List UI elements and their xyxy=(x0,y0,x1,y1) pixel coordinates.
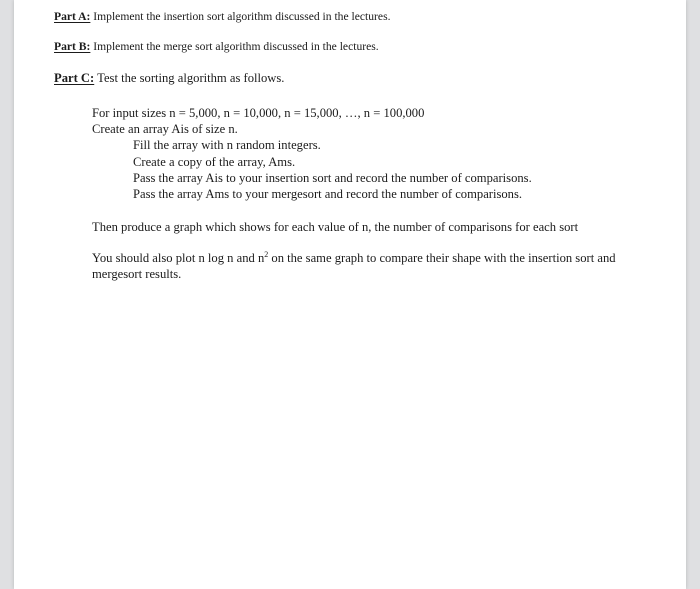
pass-merge-line: Pass the array Ams to your mergesort and record the number of comparisons. xyxy=(133,187,523,201)
document-page xyxy=(14,0,686,589)
copy-array-line: Create a copy of the array, Ams. xyxy=(133,155,296,169)
plot-instruction-end: on the same graph to compare their shape with the insertion sort and xyxy=(268,251,616,265)
part-b-label: Part B: xyxy=(54,40,91,53)
superscript-two: 2 xyxy=(264,250,269,259)
fill-array-line: Fill the array with n random integers. xyxy=(133,138,321,152)
plot-instruction xyxy=(92,252,616,265)
create-array-line: Create an array Ais of size n. xyxy=(92,122,238,136)
plot-instruction-continuation: mergesort results. xyxy=(92,267,182,281)
part-b xyxy=(54,41,379,53)
pass-insertion-line: Pass the array Ais to your insertion sort and record the number of comparisons. xyxy=(133,171,532,185)
part-b-text: Implement the merge sort algorithm discussed in the lectures. xyxy=(90,40,379,53)
part-a xyxy=(54,11,390,23)
graph-instruction: Then produce a graph which shows for each value of n, the number of comparisons for each sort xyxy=(92,220,579,234)
input-sizes-line: For input sizes n = 5,000, n = 10,000, n = 15,000, …, n = 100,000 xyxy=(92,106,425,120)
plot-instruction-start: You should also plot n log n and n xyxy=(92,251,265,265)
part-c-text: Test the sorting algorithm as follows. xyxy=(94,71,285,85)
part-a-text: Implement the insertion sort algorithm discussed in the lectures. xyxy=(90,10,391,23)
part-c xyxy=(54,72,284,85)
part-a-label: Part A: xyxy=(54,10,91,23)
part-c-label: Part C: xyxy=(54,71,95,85)
